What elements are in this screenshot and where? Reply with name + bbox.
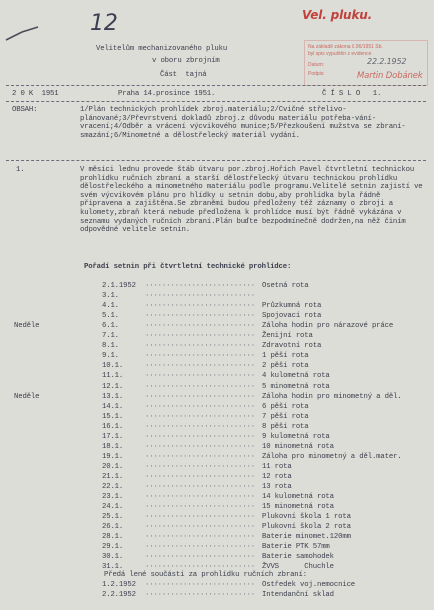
addressee: Velitelům mechanizovaného pluku [96, 45, 228, 53]
leader-dots: ·························· [145, 581, 255, 589]
date-cell: 15.1. [102, 412, 124, 421]
leader-dots: ·························· [145, 302, 255, 311]
unit-cell: Ostředek voj.nemocnice [262, 581, 356, 589]
leader-dots: ·························· [145, 472, 255, 481]
stamp-line-2: byl spis vypuštěn z evidence [308, 51, 372, 57]
date-cell: 16.1. [102, 422, 124, 431]
date-cell: 26.1. [102, 523, 124, 532]
date-cell: 23.1. [102, 493, 124, 502]
reference: 2 0 K 1951 [12, 90, 59, 98]
table-row [0, 362, 434, 372]
archive-stamp [304, 40, 428, 86]
unit-cell: Baterie minomet.120mm [262, 533, 351, 542]
unit-cell: ŽVVS Chuchle [262, 563, 334, 572]
table-row [0, 413, 434, 423]
unit-cell: Záloha hodin pro nárazové práce [262, 322, 394, 331]
leader-dots: ·························· [145, 543, 255, 552]
leader-dots: ·························· [145, 442, 255, 451]
table-row [0, 372, 434, 382]
leader-dots: ·························· [145, 563, 255, 572]
unit-cell: Zdravotní rota [262, 342, 322, 351]
date-cell: 1.2.1952 [102, 581, 136, 589]
unit-cell: Baterie PTK 57mm [262, 543, 330, 552]
unit-cell: Záloha pro minometný a děl.mater. [262, 452, 402, 461]
leader-dots: ·························· [145, 352, 255, 361]
table-row [0, 443, 434, 453]
date-cell: 2.2.1952 [102, 591, 136, 599]
unit-cell: Plukovní škola 2 rota [262, 523, 351, 532]
table-row [0, 342, 434, 352]
date-cell: 11.1. [102, 372, 124, 381]
leader-dots: ·························· [145, 402, 255, 411]
table-row [0, 292, 434, 302]
date-cell: 18.1. [102, 442, 124, 451]
pencil-mark-icon [4, 24, 44, 44]
stamp-date: 22.2.1952 [367, 57, 407, 66]
date-cell: 3.1. [102, 292, 119, 301]
table-row [0, 453, 434, 463]
leader-dots: ·························· [145, 503, 255, 512]
date-cell: 7.1. [102, 332, 119, 341]
unit-cell: 2 pěší rota [262, 362, 309, 371]
date-cell: 24.1. [102, 503, 124, 512]
leader-dots: ·························· [145, 493, 255, 502]
date-cell: 2.1.1952 [102, 282, 136, 290]
obsah-text: 1/Plán technických prohlídek zbroj.materiálu;2/Cvičné střelivo-plánované;3/Převrstvení dokladů zbroj.z důvodu materiálu potřeba-vání-vracení;4/Odběr a vrácení výcvikového munice;5/Přezkoušení mužstva se zbraní-smazání;6/Minometné a dělostřelecký materiál vydání. [80, 106, 406, 140]
divider [6, 101, 426, 102]
table-row [0, 523, 434, 533]
unit-cell: Průzkumná rota [262, 302, 322, 311]
day-label: Neděle [14, 392, 40, 401]
section-number: 1. [16, 166, 25, 174]
unit-cell: 8 pěší rota [262, 422, 309, 431]
date-cell: 19.1. [102, 452, 124, 461]
unit-cell: Plukovní škola 1 rota [262, 513, 351, 522]
leader-dots: ·························· [145, 392, 255, 401]
date-cell: 22.1. [102, 483, 124, 491]
unit-cell: Osetná rota [262, 282, 309, 290]
date-cell: 31.1. [102, 563, 124, 572]
place-date: Praha 14.prosince 1951. [118, 90, 216, 98]
unit-cell: Ženijní rota [262, 332, 313, 341]
table-row [0, 483, 434, 493]
section-paragraph: V měsíci lednu provede štáb útvaru por.zbroj.Hořích Pavel čtvrtletní technickou prohlídku ručních zbraní a starší dělostřelecký útvaru technickou prohlídku dělostřeleckého a minometného materiálu podle programu.Velitelé setnin zajistí ve svém výcvikovém plánu pro hlídky u setnin dobu,aby prohlídka byla řádně připravena a zajištěna.Se zbraněmi budou předloženy též záznamy o zbroji a kulomety,zbraň která nebude předložena k prohlídce musí být řádně vykázána v seznamu vydaných ručních zbraní.Plán buďte bezpodmínečně dodržen,na něž činím odpovědné velitele setnin. [80, 166, 423, 235]
table-row [0, 463, 434, 473]
table-row [0, 473, 434, 483]
leader-dots: ·························· [145, 292, 255, 301]
leader-dots: ·························· [145, 282, 255, 290]
handwritten-number: 12 [90, 11, 118, 36]
table-row [0, 513, 434, 523]
unit-cell: Intendanční sklad [262, 591, 334, 599]
unit-cell: Spojovací rota [262, 312, 322, 321]
table-row [0, 543, 434, 553]
date-cell: 28.1. [102, 533, 124, 542]
table-row [0, 312, 434, 322]
date-cell: 20.1. [102, 462, 124, 471]
date-cell: 25.1. [102, 513, 124, 522]
table-row [0, 302, 434, 312]
leader-dots: ·························· [145, 322, 255, 331]
table-row [0, 393, 434, 403]
table-row [0, 383, 434, 393]
date-cell: 30.1. [102, 553, 124, 562]
obsah-label: OBSAH: [12, 106, 38, 114]
date-cell: 10.1. [102, 362, 124, 371]
leader-dots: ·························· [145, 382, 255, 391]
table-row [0, 322, 434, 332]
unit-cell: 15 minometná rota [262, 503, 334, 512]
date-cell: 21.1. [102, 472, 124, 481]
leader-dots: ·························· [145, 362, 255, 371]
table-row [0, 503, 434, 513]
table-row [0, 352, 434, 362]
date-cell: 29.1. [102, 543, 124, 552]
leader-dots: ·························· [145, 332, 255, 341]
leader-dots: ·························· [145, 422, 255, 431]
date-cell: 8.1. [102, 342, 119, 351]
divider [6, 160, 426, 161]
date-cell: 13.1. [102, 392, 124, 401]
leader-dots: ·························· [145, 432, 255, 441]
leader-dots: ·························· [145, 553, 255, 562]
date-cell: 9.1. [102, 352, 119, 361]
stamp-sign-label: Podpis: [308, 71, 325, 77]
leader-dots: ·························· [145, 523, 255, 532]
leader-dots: ·························· [145, 412, 255, 421]
date-cell: 12.1. [102, 382, 124, 391]
divider [6, 85, 426, 86]
leader-dots: ·························· [145, 452, 255, 461]
leader-dots: ·························· [145, 462, 255, 471]
schedule-title: Pořadí setnin při čtvrtletní technické prohlídce: [84, 263, 292, 271]
table-row [0, 403, 434, 413]
stamp-line-1: Na základě zákona č.96/1951 Sb. [308, 44, 383, 50]
date-cell: 5.1. [102, 312, 119, 321]
stamp-date-label: Datum: [308, 62, 325, 68]
table-row [0, 591, 434, 601]
table-row [0, 553, 434, 563]
subject: v oboru zbrojním [152, 57, 220, 65]
leader-dots: ·························· [145, 483, 255, 491]
copy-number: Č Í S L O 1. [322, 90, 382, 98]
unit-cell: 11 rota [262, 462, 292, 471]
unit-cell: Baterie samohodek [262, 553, 334, 562]
date-cell: 17.1. [102, 432, 124, 441]
unit-cell: Záloha hodin pro minometný a děl. [262, 392, 402, 401]
unit-cell: 6 pěší rota [262, 402, 309, 411]
table-row [0, 423, 434, 433]
table-row [0, 332, 434, 342]
unit-cell: 5 minometná rota [262, 382, 330, 391]
leader-dots: ·························· [145, 312, 255, 321]
table-row [0, 493, 434, 503]
unit-cell: 10 minometná rota [262, 442, 334, 451]
stamp-signature: Martin Dobánek [357, 71, 423, 81]
date-cell: 6.1. [102, 322, 119, 331]
handwritten-org: Vel. pluku. [302, 8, 373, 22]
unit-cell: 13 rota [262, 483, 292, 491]
table-row [0, 282, 434, 292]
leader-dots: ·························· [145, 342, 255, 351]
day-label: Neděle [14, 322, 40, 331]
footer-note: Předá lené součásti za prohlídku ručních zbraní: [104, 571, 307, 579]
leader-dots: ·························· [145, 533, 255, 542]
unit-cell: 14 kulometná rota [262, 493, 334, 502]
table-row [0, 433, 434, 443]
table-row [0, 533, 434, 543]
unit-cell: 4 kulometná rota [262, 372, 330, 381]
part-label: Část tajná [160, 71, 207, 79]
unit-cell: 12 rota [262, 472, 292, 481]
date-cell: 14.1. [102, 402, 124, 411]
table-row [0, 581, 434, 591]
leader-dots: ·························· [145, 591, 255, 599]
unit-cell: 1 pěší rota [262, 352, 309, 361]
leader-dots: ·························· [145, 513, 255, 522]
date-cell: 4.1. [102, 302, 119, 311]
unit-cell: 7 pěší rota [262, 412, 309, 421]
unit-cell: 9 kulometná rota [262, 432, 330, 441]
leader-dots: ·························· [145, 372, 255, 381]
